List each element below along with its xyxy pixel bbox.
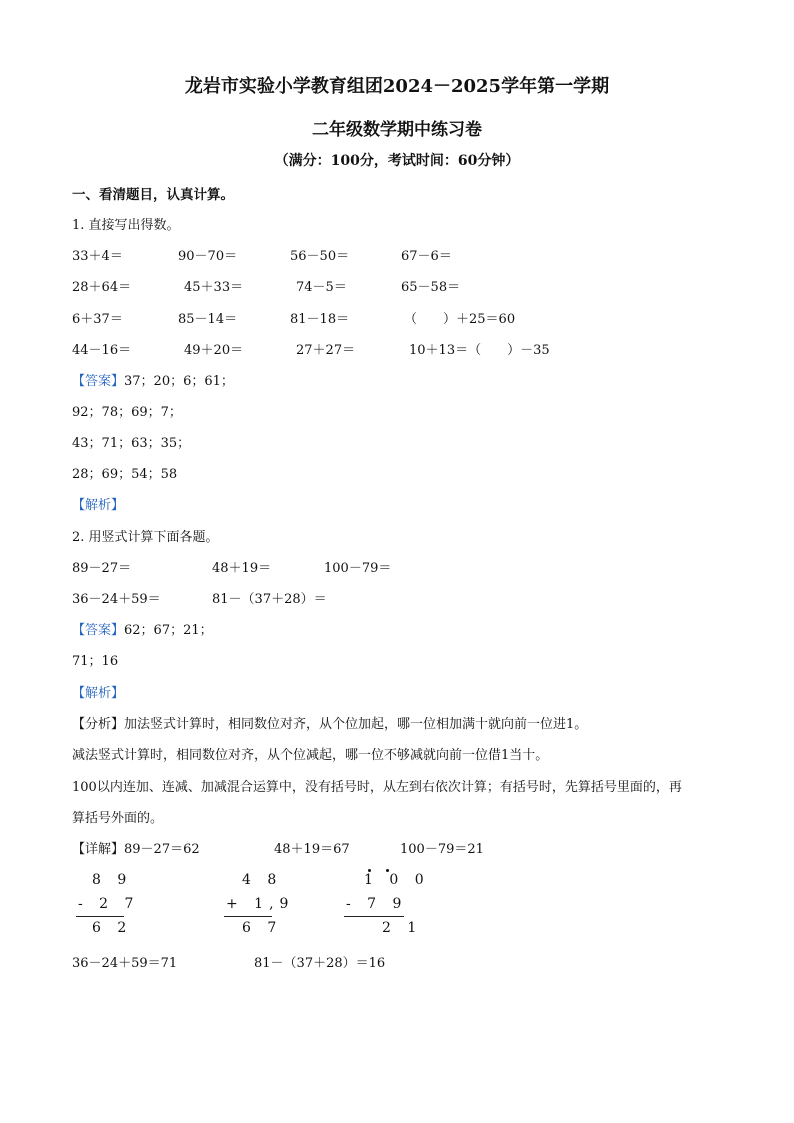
exam-subtitle: 二年级数学期中练习卷 <box>312 120 482 140</box>
q1-item: 6＋37＝ <box>72 312 123 327</box>
q1-item: 44－16＝ <box>72 343 132 358</box>
paragraph-mixed-ops-cont: 算括号外面的。 <box>72 811 164 826</box>
q1-item: 65－58＝ <box>401 280 461 295</box>
vertical-result: 2 1 <box>382 920 423 936</box>
q1-item: 74－5＝ <box>296 280 347 295</box>
final-item: 81－（37＋28）＝16 <box>254 956 386 971</box>
answer-text: 37；20；6；61； <box>124 374 234 389</box>
q1-item: 28＋64＝ <box>72 280 132 295</box>
q1-item: 85－14＝ <box>178 312 238 327</box>
question-1-prompt: 1. 直接写出得数。 <box>72 218 180 233</box>
detail-item: 48＋19＝67 <box>274 842 350 857</box>
answer-text: 71；16 <box>72 654 119 669</box>
vertical-top: 8 9 <box>92 872 133 888</box>
final-item: 36－24＋59＝71 <box>72 956 178 971</box>
fenxi-text: 加法竖式计算时，相同数位对齐，从个位加起，哪一位相加满十就向前一位进1。 <box>124 717 588 732</box>
analysis-label: 【解析】 <box>72 498 125 513</box>
q1-answer-line <box>72 370 234 389</box>
analysis-label: 【解析】 <box>72 686 125 701</box>
vertical-result: 6 2 <box>92 920 133 936</box>
answer-label: 【答案】 <box>72 623 125 638</box>
answer-text: 43；71；63；35； <box>72 436 191 451</box>
q2-answer-line <box>72 619 213 638</box>
fenxi-line <box>72 713 587 732</box>
q2-item: 36－24＋59＝ <box>72 592 161 607</box>
q1-item: 67－6＝ <box>401 249 452 264</box>
q2-item: 89－27＝ <box>72 561 132 576</box>
fenxi-label: 【分析】 <box>72 717 125 732</box>
exam-info: （满分：100分，考试时间：60分钟） <box>274 153 520 169</box>
q1-item: 10＋13＝（ ）－35 <box>409 343 550 358</box>
detail-line <box>72 838 200 857</box>
q1-item: 33＋4＝ <box>72 249 123 264</box>
vertical-rule <box>344 916 404 917</box>
q2-item: 48＋19＝ <box>212 561 272 576</box>
q1-item: 90－70＝ <box>178 249 238 264</box>
detail-item: 89－27＝62 <box>124 842 200 857</box>
vertical-rule <box>76 916 124 917</box>
q1-item: 81－18＝ <box>290 312 350 327</box>
vertical-top: 4 8 <box>242 872 283 888</box>
vertical-calc-1 <box>72 868 142 948</box>
exam-title: 龙岩市实验小学教育组团2024－2025学年第一学期 <box>184 76 610 97</box>
q1-item: 27＋27＝ <box>296 343 356 358</box>
vertical-operand: + 1,9 <box>226 896 295 912</box>
answer-label: 【答案】 <box>72 374 125 389</box>
detail-item: 100－79＝21 <box>400 842 484 857</box>
vertical-result: 6 7 <box>242 920 283 936</box>
section-heading: 一、看清题目，认真计算。 <box>72 187 234 203</box>
paragraph-mixed-ops: 100以内连加、连减、加减混合运算中，没有括号时，从左到右依次计算；有括号时，先算括号里面的，再 <box>72 780 682 795</box>
answer-text: 28；69；54；58 <box>72 467 178 482</box>
q2-item: 100－79＝ <box>324 561 392 576</box>
vertical-calc-2 <box>220 868 295 948</box>
q1-item: （ ）＋25＝60 <box>404 312 516 327</box>
question-2-prompt: 2. 用竖式计算下面各题。 <box>72 530 219 545</box>
q1-item: 45＋33＝ <box>184 280 244 295</box>
vertical-calc-3 <box>342 868 430 948</box>
paragraph-subtraction: 减法竖式计算时，相同数位对齐，从个位减起，哪一位不够减就向前一位借1当十。 <box>72 748 549 763</box>
vertical-top: 1 0 0 <box>364 872 430 888</box>
vertical-operand: - 7 9 <box>346 896 408 912</box>
q2-item: 81－（37＋28）＝ <box>212 592 327 607</box>
answer-text: 92；78；69；7； <box>72 405 182 420</box>
vertical-operand: - 2 7 <box>78 896 140 912</box>
detail-label: 【详解】 <box>72 842 125 857</box>
vertical-rule <box>224 916 272 917</box>
answer-text: 62；67；21； <box>124 623 213 638</box>
q1-item: 56－50＝ <box>290 249 350 264</box>
q1-item: 49＋20＝ <box>184 343 244 358</box>
